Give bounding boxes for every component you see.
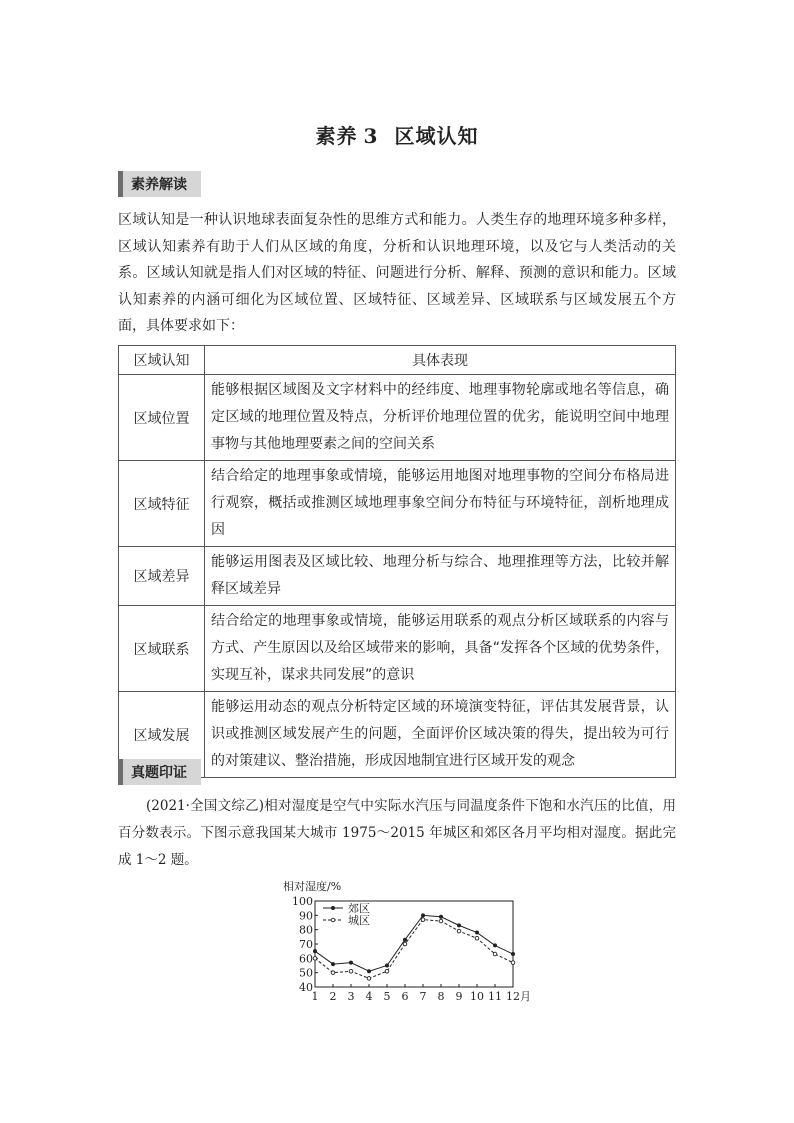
table-cell-name: 区域差异 — [119, 547, 205, 606]
x-tick-label: 8 — [437, 990, 445, 1003]
data-point — [385, 964, 389, 968]
data-point — [421, 913, 425, 917]
heading-text: 素养解读 — [131, 177, 187, 193]
series-line-urban — [315, 920, 513, 979]
table-cell-desc: 能够运用动态的观点分析特定区域的环境演变特征，评估其发展背景，认识或推测区域发展产生的问题，全面评价区域决策的得失，提出较为可行的对策建议、整治措施，形成因地制宜进行区域开发的观念 — [205, 692, 676, 778]
data-point — [313, 949, 317, 953]
data-point — [475, 936, 479, 940]
table-header-cell: 区域认知 — [119, 346, 205, 375]
question-source: (2021·全国文综乙) — [146, 798, 265, 814]
table-header-cell: 具体表现 — [205, 346, 676, 375]
data-point — [385, 969, 389, 973]
chart-plot-frame — [315, 901, 513, 987]
data-point — [439, 915, 443, 919]
legend-marker — [331, 918, 335, 922]
table-cell-desc: 结合给定的地理事象或情境，能够运用联系的观点分析区域联系的内容与方式、产生原因以及给区域带来的影响，具备“发挥各个区域的优势条件，实现互补，谋求共同发展”的意识 — [205, 606, 676, 692]
x-tick-label: 9 — [455, 990, 463, 1003]
x-tick-label: 7 — [419, 990, 427, 1003]
x-tick-label: 10 — [470, 990, 484, 1003]
data-point — [421, 918, 425, 922]
data-point — [349, 969, 353, 973]
data-point — [331, 971, 335, 975]
heading-text: 真题印证 — [131, 765, 187, 781]
data-point — [439, 919, 443, 923]
data-point — [457, 929, 461, 933]
x-axis-unit-label: 月 — [520, 990, 531, 1003]
table-cell-desc: 能够运用图表及区域比较、地理分析与综合、地理推理等方法，比较并解释区域差异 — [205, 547, 676, 606]
data-point — [367, 977, 371, 981]
data-point — [493, 943, 497, 947]
title-prefix: 素养 — [315, 124, 358, 148]
table-cell-desc: 结合给定的地理事象或情境，能够运用地图对地理事物的空间分布格局进行观察，概括或推测区域地理事象空间分布特征与环境特征，剖析地理成因 — [205, 461, 676, 547]
x-tick-label: 1 — [311, 990, 319, 1003]
x-tick-label: 6 — [401, 990, 409, 1003]
x-tick-label: 4 — [365, 990, 373, 1003]
data-point — [475, 931, 479, 935]
data-point — [367, 969, 371, 973]
y-tick-label: 40 — [299, 981, 313, 994]
x-tick-label: 5 — [383, 990, 391, 1003]
data-point — [403, 938, 407, 942]
table-cell-name: 区域位置 — [119, 375, 205, 461]
y-tick-label: 90 — [299, 909, 313, 923]
data-point — [349, 961, 353, 965]
series-line-suburb — [315, 915, 513, 971]
legend-label: 城区 — [348, 914, 370, 927]
y-tick-label: 50 — [299, 966, 313, 980]
question-text: 相对湿度是空气中实际水汽压与同温度条件下饱和水汽压的比值，用百分数表示。下图示意我国某大城市 1975～2015 年城区和郊区各月平均相对湿度。据此完成 1～2 题。 — [118, 798, 677, 868]
x-tick-label: 11 — [488, 990, 502, 1003]
data-point — [511, 952, 515, 956]
legend-label: 郊区 — [348, 902, 370, 915]
intro-paragraph: 区域认知是一种认识地球表面复杂性的思维方式和能力。人类生存的地理环境多种多样，区域认知素养有助于人们从区域的角度，分析和认识地理环境，以及它与人类活动的关系。区域认知就是指人们对区域的特征、问题进行分析、解释、预测的意识和能力。区域认知素养的内涵可细化为区域位置、区域特征、区域差异、区域联系与区域发展五个方面，具体要求如下： — [118, 212, 676, 334]
x-tick-label: 2 — [329, 990, 337, 1003]
x-tick-label: 12 — [506, 990, 520, 1003]
title-name: 区域认知 — [394, 124, 479, 148]
table-cell-desc: 能够根据区域图及文字材料中的经纬度、地理事物轮廓或地名等信息，确定区域的地理位置及特点，分析评价地理位置的优劣，能说明空间中地理事物与其他地理要素之间的空间关系 — [205, 375, 676, 461]
y-tick-label: 60 — [299, 952, 313, 966]
table-cell-name: 区域特征 — [119, 461, 205, 547]
data-point — [511, 961, 515, 965]
data-point — [493, 952, 497, 956]
y-tick-label: 100 — [292, 895, 313, 908]
data-point — [457, 923, 461, 927]
x-tick-label: 3 — [347, 990, 355, 1003]
data-point — [403, 942, 407, 946]
title-number: 3 — [363, 124, 379, 148]
y-tick-label: 80 — [299, 923, 313, 937]
y-tick-label: 70 — [299, 938, 313, 951]
legend-marker — [331, 906, 335, 910]
data-point — [331, 962, 335, 966]
table-cell-name: 区域发展 — [119, 692, 205, 778]
table-cell-name: 区域联系 — [119, 606, 205, 692]
chart-y-axis-label: 相对湿度/% — [283, 880, 342, 893]
data-point — [313, 957, 317, 961]
